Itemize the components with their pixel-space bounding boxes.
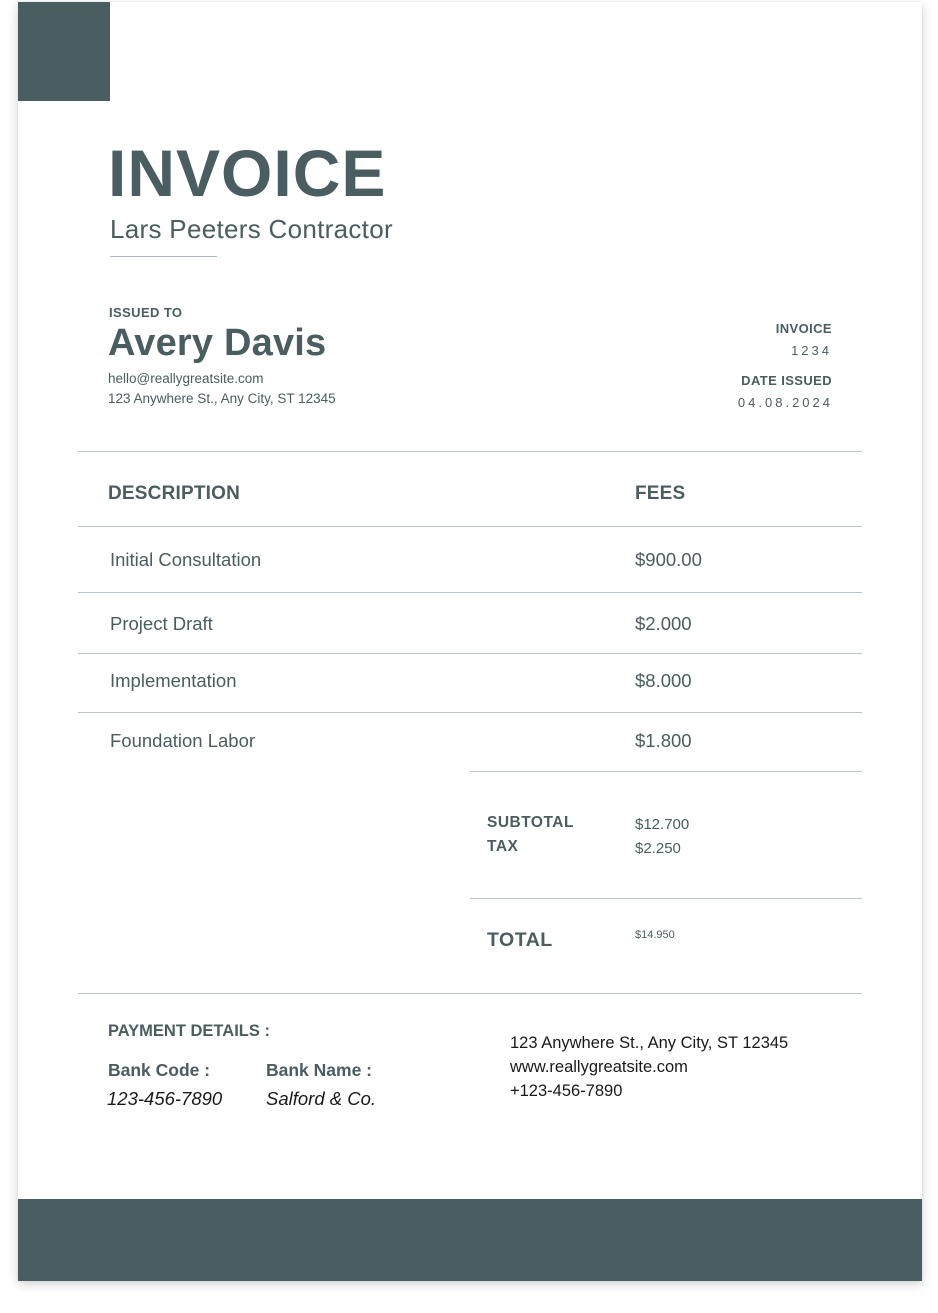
client-name: Avery Davis (108, 322, 327, 364)
client-address: 123 Anywhere St., Any City, ST 12345 (108, 391, 336, 406)
bank-code-label: Bank Code : (108, 1060, 211, 1080)
payment-details-title: PAYMENT DETAILS : (108, 1022, 270, 1040)
row-3-fee: $8.000 (635, 670, 692, 691)
invoice-title: INVOICE (108, 136, 387, 210)
invoice-page (18, 2, 922, 1281)
bank-name-label: Bank Name : (266, 1060, 373, 1080)
total-label: TOTAL (487, 929, 553, 951)
title-underline (110, 256, 217, 257)
subtotal-label: SUBTOTAL (487, 814, 574, 831)
row-1-rule (78, 592, 862, 593)
row-3-description: Implementation (110, 670, 237, 691)
invoice-number-label: INVOICE (775, 321, 832, 336)
footer-band (18, 1199, 922, 1281)
row-1-description: Initial Consultation (110, 549, 262, 570)
invoice-number: 1234 (791, 343, 832, 358)
row-1-fee: $900.00 (635, 549, 702, 570)
bank-code: 123-456-7890 (107, 1088, 223, 1109)
total-value: $14.950 (635, 929, 675, 941)
header-rule (78, 526, 862, 527)
total-rule (470, 898, 862, 899)
summary-top-rule (470, 771, 862, 772)
company-name: Lars Peeters Contractor (110, 214, 393, 244)
tax-label: TAX (487, 838, 519, 855)
client-email: hello@reallygreatsite.com (108, 371, 264, 386)
table-top-rule (78, 451, 862, 452)
description-header: DESCRIPTION (108, 483, 241, 504)
contact-address: 123 Anywhere St., Any City, ST 12345 (510, 1034, 789, 1052)
contact-website: www.reallygreatsite.com (510, 1058, 688, 1076)
row-4-description: Foundation Labor (110, 730, 256, 751)
date-issued-label: DATE ISSUED (741, 373, 832, 388)
fees-header: FEES (635, 483, 686, 504)
issued-to-label: ISSUED TO (109, 305, 183, 320)
row-2-fee: $2.000 (635, 613, 692, 634)
corner-accent-block (18, 2, 110, 101)
date-issued: 04.08.2024 (737, 395, 833, 410)
row-4-fee: $1.800 (635, 730, 692, 751)
row-3-rule (78, 712, 862, 713)
row-2-rule (78, 653, 862, 654)
tax-value: $2.250 (635, 840, 681, 857)
contact-phone: +123-456-7890 (510, 1082, 623, 1100)
subtotal-value: $12.700 (635, 816, 690, 833)
footer-top-rule (78, 993, 862, 994)
bank-name: Salford & Co. (266, 1088, 377, 1109)
row-2-description: Project Draft (110, 613, 213, 634)
